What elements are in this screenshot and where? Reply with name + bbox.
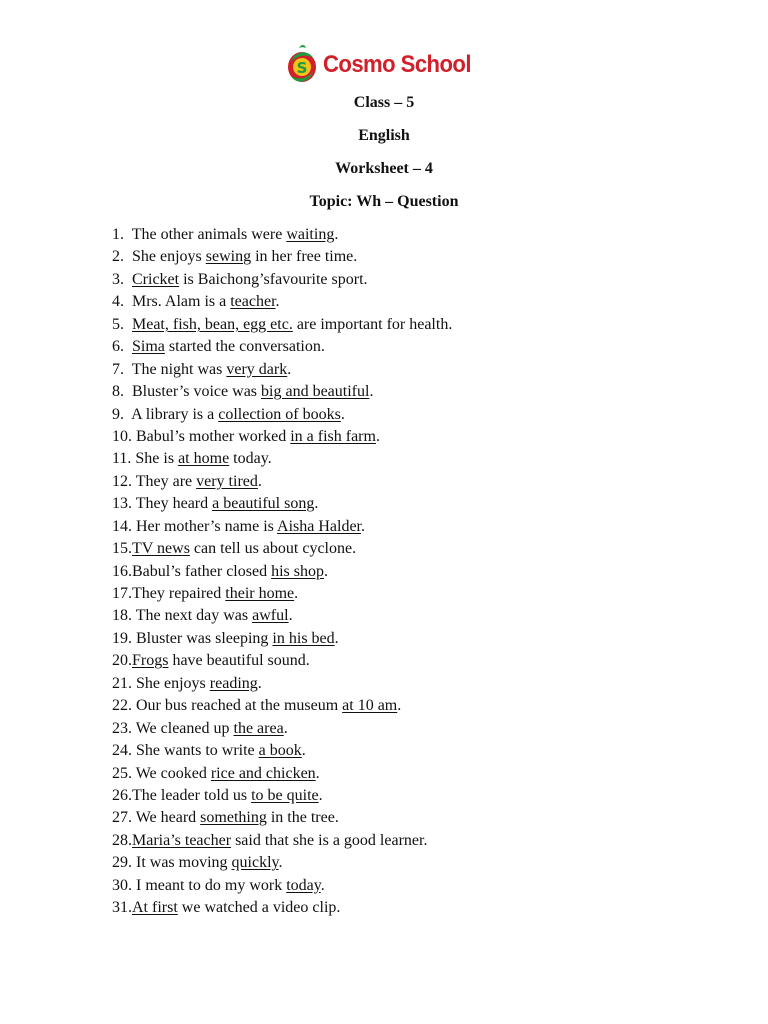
list-item bbox=[112, 291, 728, 313]
item-text: started the conversation. bbox=[164, 338, 325, 356]
item-text: we watched a video clip. bbox=[177, 899, 341, 917]
item-text: She enjoys bbox=[132, 248, 206, 266]
item-text: A library is a bbox=[131, 405, 219, 423]
item-number: 25. bbox=[112, 764, 136, 782]
item-text: . bbox=[257, 674, 262, 692]
item-text: They repaired bbox=[132, 585, 226, 602]
item-text: I meant to do my work bbox=[136, 876, 287, 894]
underlined-answer: something bbox=[200, 809, 267, 827]
list-item bbox=[112, 695, 728, 717]
underlined-answer: awful bbox=[252, 607, 289, 625]
topic-heading: Topic: Wh – Question bbox=[309, 193, 459, 210]
item-text: . bbox=[323, 562, 328, 580]
item-number: 27. bbox=[112, 809, 136, 827]
item-number: 26. bbox=[112, 786, 132, 804]
list-item bbox=[112, 785, 728, 807]
underlined-answer: in his bed bbox=[272, 629, 335, 647]
item-text: . bbox=[334, 226, 339, 243]
answer-list bbox=[112, 224, 728, 920]
underlined-answer: very dark bbox=[226, 360, 288, 378]
item-number: 11. bbox=[112, 450, 136, 468]
item-text: . bbox=[278, 854, 283, 872]
list-item bbox=[112, 583, 728, 605]
item-number: 2. bbox=[112, 248, 132, 266]
list-item bbox=[112, 875, 728, 897]
item-text: The leader told us bbox=[132, 786, 252, 804]
list-item bbox=[112, 740, 728, 762]
item-number: 24. bbox=[112, 742, 136, 760]
underlined-answer: Sima bbox=[132, 338, 165, 356]
list-item bbox=[112, 426, 728, 448]
item-text: . bbox=[340, 405, 345, 423]
svg-text:S: S bbox=[296, 59, 307, 77]
item-number: 28. bbox=[112, 831, 132, 849]
item-text: . bbox=[320, 876, 325, 894]
cosmo-school-emblem-icon bbox=[285, 44, 319, 86]
underlined-answer: at home bbox=[178, 450, 230, 468]
item-text: in the tree. bbox=[266, 809, 339, 827]
item-text: We cleaned up bbox=[135, 719, 234, 737]
item-text: Bluster’s voice was bbox=[132, 383, 262, 401]
list-item bbox=[112, 538, 728, 560]
item-text: She is bbox=[135, 450, 179, 468]
item-text: . bbox=[397, 697, 402, 715]
item-text: today. bbox=[229, 450, 272, 468]
item-text: They are bbox=[135, 472, 197, 490]
item-text: . bbox=[301, 742, 306, 760]
underlined-answer: Cricket bbox=[132, 270, 180, 288]
underlined-answer: Aisha Halder bbox=[277, 517, 361, 535]
item-text: . bbox=[257, 472, 262, 490]
underlined-answer: very tired bbox=[196, 472, 258, 490]
underlined-answer: a beautiful song bbox=[212, 495, 315, 513]
list-item bbox=[112, 561, 728, 583]
list-item bbox=[112, 516, 728, 538]
item-number: 20. bbox=[112, 652, 132, 670]
underlined-answer: to be quite bbox=[251, 786, 319, 804]
item-text: . bbox=[288, 607, 293, 625]
item-text: Babul’s father closed bbox=[132, 562, 272, 580]
item-text: are important for health. bbox=[292, 315, 453, 333]
worksheet-heading: Worksheet – 4 bbox=[335, 160, 433, 177]
item-text: . bbox=[287, 360, 292, 378]
underlined-answer: At first bbox=[132, 899, 178, 917]
list-item bbox=[112, 448, 728, 470]
item-number: 22. bbox=[112, 697, 136, 715]
list-item bbox=[112, 381, 728, 403]
list-item bbox=[112, 650, 728, 672]
item-text: They heard bbox=[135, 495, 213, 513]
item-text: She wants to write bbox=[136, 742, 259, 760]
list-item bbox=[112, 852, 728, 874]
item-number: 8. bbox=[112, 383, 132, 401]
list-item bbox=[112, 605, 728, 627]
item-number: 16. bbox=[112, 562, 132, 580]
subject-heading: English bbox=[358, 127, 410, 144]
item-text: Mrs. Alam is a bbox=[132, 293, 231, 311]
list-item bbox=[112, 246, 728, 268]
item-text: It was moving bbox=[136, 854, 232, 872]
item-text: said that she is a good learner. bbox=[231, 831, 428, 849]
item-text: . bbox=[369, 383, 374, 401]
item-number: 13. bbox=[112, 495, 136, 513]
item-number: 14. bbox=[112, 517, 136, 535]
item-text: . bbox=[294, 585, 299, 602]
item-number: 17. bbox=[112, 585, 132, 602]
underlined-answer: the area bbox=[233, 719, 284, 737]
list-item bbox=[112, 224, 728, 246]
item-text: . bbox=[275, 293, 280, 311]
list-item bbox=[112, 807, 728, 829]
item-text: . bbox=[315, 764, 320, 782]
underlined-answer: TV news bbox=[132, 540, 190, 558]
item-number: 12. bbox=[112, 472, 136, 490]
item-number: 3. bbox=[112, 270, 132, 288]
item-number: 18. bbox=[112, 607, 136, 625]
item-text: We cooked bbox=[135, 764, 211, 782]
underlined-answer: his shop bbox=[271, 562, 324, 580]
underlined-answer: waiting bbox=[286, 226, 335, 243]
item-text: The night was bbox=[131, 360, 227, 378]
item-number: 5. bbox=[112, 315, 132, 333]
item-text: . bbox=[361, 517, 365, 535]
item-number: 23. bbox=[112, 719, 136, 737]
item-text: Her mother’s name is bbox=[136, 517, 278, 535]
item-number: 1. bbox=[112, 226, 132, 243]
list-item bbox=[112, 673, 728, 695]
underlined-answer: rice and chicken bbox=[210, 764, 316, 782]
item-number: 4. bbox=[112, 293, 132, 311]
item-text: in her free time. bbox=[251, 248, 358, 266]
item-number: 30. bbox=[112, 876, 136, 894]
list-item bbox=[112, 314, 728, 336]
list-item bbox=[112, 404, 728, 426]
item-number: 29. bbox=[112, 854, 136, 872]
item-text: She enjoys bbox=[136, 674, 210, 692]
underlined-answer: Frogs bbox=[132, 652, 169, 670]
item-number: 6. bbox=[112, 338, 132, 356]
list-item bbox=[112, 628, 728, 650]
list-item bbox=[112, 763, 728, 785]
item-text: . bbox=[334, 629, 339, 647]
item-number: 10. bbox=[112, 427, 136, 445]
underlined-answer: sewing bbox=[205, 248, 252, 266]
underlined-answer: a book bbox=[258, 742, 302, 760]
class-heading: Class – 5 bbox=[353, 94, 415, 111]
item-text: Bluster was sleeping bbox=[136, 629, 273, 647]
underlined-answer: reading bbox=[209, 674, 258, 692]
item-number: 31. bbox=[112, 899, 132, 917]
underlined-answer: their home bbox=[225, 585, 295, 602]
item-text: . bbox=[283, 719, 288, 737]
item-text: is Baichong’sfavourite sport. bbox=[179, 270, 368, 288]
school-logo bbox=[0, 44, 768, 86]
list-item bbox=[112, 336, 728, 358]
item-text: . bbox=[318, 786, 323, 804]
item-number: 7. bbox=[112, 360, 132, 378]
item-text: . bbox=[314, 495, 319, 513]
item-number: 15. bbox=[112, 540, 132, 558]
underlined-answer: quickly bbox=[231, 854, 279, 872]
logo-text: Cosmo School bbox=[322, 51, 471, 78]
list-item bbox=[112, 718, 728, 740]
list-item bbox=[112, 471, 728, 493]
item-number: 9. bbox=[112, 405, 132, 423]
underlined-answer: big and beautiful bbox=[261, 383, 370, 401]
item-text: The other animals were bbox=[131, 226, 287, 243]
item-text: . bbox=[375, 427, 380, 445]
underlined-answer: collection of books bbox=[218, 405, 341, 423]
item-text: have beautiful sound. bbox=[168, 652, 310, 670]
item-text: Our bus reached at the museum bbox=[136, 697, 343, 715]
list-item bbox=[112, 493, 728, 515]
item-text: Babul’s mother worked bbox=[136, 427, 291, 445]
item-number: 21. bbox=[112, 674, 136, 692]
underlined-answer: Maria’s teacher bbox=[132, 831, 232, 849]
item-text: The next day was bbox=[135, 607, 253, 625]
item-text: We heard bbox=[135, 809, 201, 827]
underlined-answer: Meat, fish, bean, egg etc. bbox=[132, 315, 293, 333]
item-text: can tell us about cyclone. bbox=[189, 540, 357, 558]
list-item bbox=[112, 830, 728, 852]
underlined-answer: in a fish farm bbox=[290, 427, 376, 445]
underlined-answer: today bbox=[286, 876, 321, 894]
underlined-answer: teacher bbox=[230, 293, 276, 311]
list-item bbox=[112, 269, 728, 291]
list-item bbox=[112, 359, 728, 381]
list-item bbox=[112, 897, 728, 919]
underlined-answer: at 10 am bbox=[342, 697, 398, 715]
item-number: 19. bbox=[112, 629, 136, 647]
